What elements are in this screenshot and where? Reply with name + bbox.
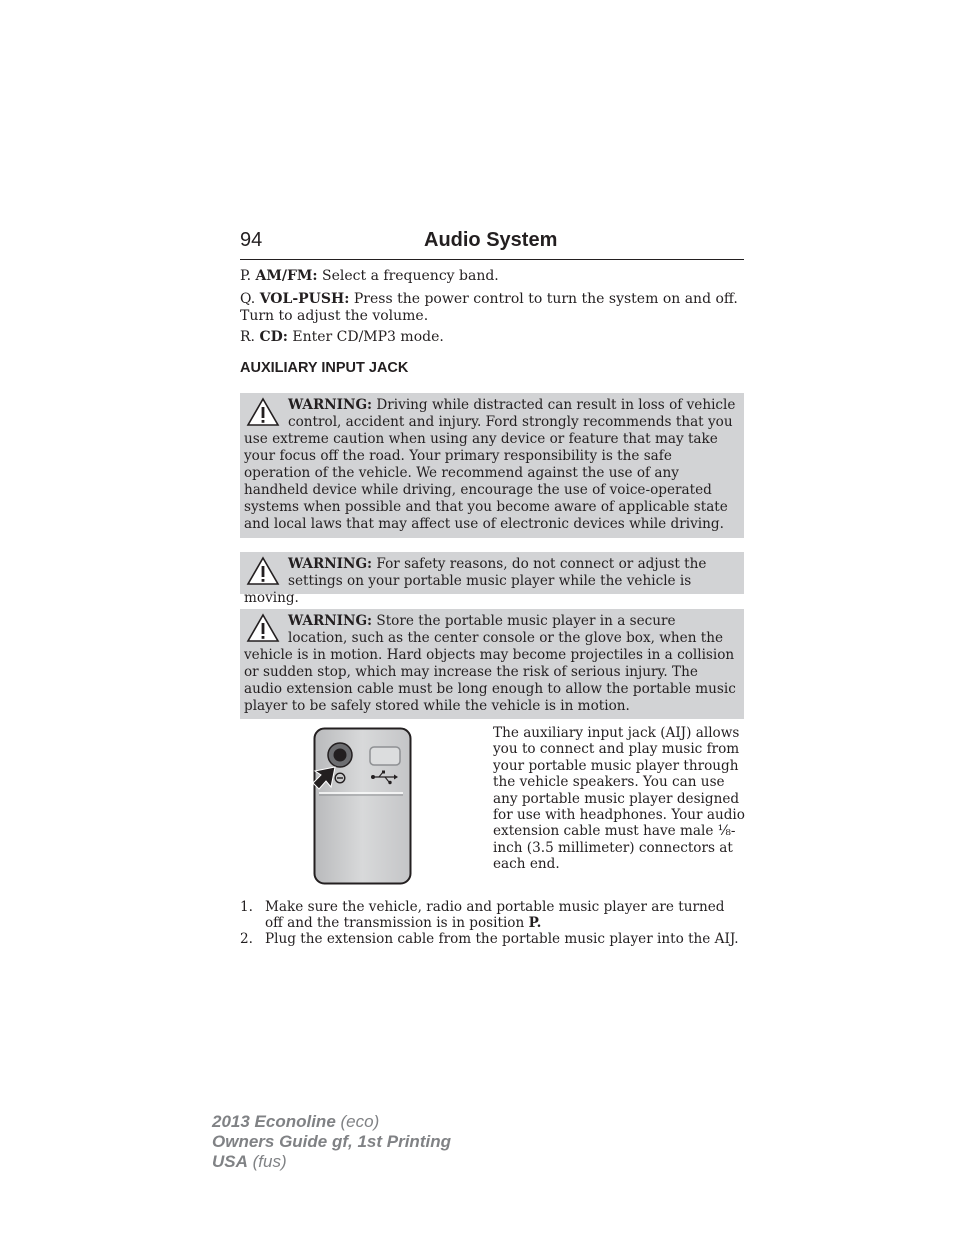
step-1: 1. Make sure the vehicle, radio and portable music player are turned off and the transmission is in position P. (240, 899, 725, 931)
step-2: 2. Plug the extension cable from the portable music player into the AIJ. (240, 931, 739, 947)
section-title: AUXILIARY INPUT JACK (240, 360, 409, 376)
warning-label: WARNING: (288, 397, 373, 413)
item-r: R. CD: Enter CD/MP3 mode. (240, 329, 444, 345)
warning-text: Driving while distracted can result in loss of vehicle control, accident and injury. Ford strongly recommends that you use extreme caution when using any device or feature that may take your focus off the road. Your primary responsibility is the safe operation of the vehicle. We recommend against the use of any handheld device while driving, encourage the use of voice-operated systems when possible and that you become aware of applicable state and local laws that may affect use of electronic devices while driving. (244, 397, 736, 532)
page-title: Audio System (424, 229, 558, 251)
warning-box-1 (240, 393, 744, 538)
warning-box-2 (240, 552, 744, 606)
warning-text: Store the portable music player in a secure location, such as the center console or the glove box, when the vehicle is in motion. Hard objects may become projectiles in a collision or sudden stop, which may increase the risk of serious injury. The audio extension cable must be long enough to allow the portable music player to be safely stored while the vehicle is in motion. (244, 613, 736, 714)
item-p: P. AM/FM: Select a frequency band. (240, 268, 499, 284)
warning-text: For safety reasons, do not connect or adjust the settings on your portable music player while the vehicle is moving. (244, 556, 707, 606)
warning-box-3 (240, 609, 744, 719)
footer: 2013 Econoline (eco) Owners Guide gf, 1st Printing USA (fus) (212, 1112, 451, 1171)
aij-description: The auxiliary input jack (AIJ) allows you to connect and play music from your portable music player through the vehicle speakers. You can use any portable music player designed for use with headphones. Your audio extension cable must have male ⅛-inch (3.5 millimeter) connectors at each end. (493, 725, 745, 873)
page-number: 94 (240, 229, 263, 251)
aux-jack-illustration (313, 727, 413, 885)
item-q: Q. VOL-PUSH: Press the power control to turn the system on and off. Turn to adjust the volume. (240, 291, 738, 324)
warning-label: WARNING: (288, 613, 373, 629)
warning-triangle-icon (246, 613, 280, 643)
page-header (240, 229, 744, 260)
warning-triangle-icon (246, 397, 280, 427)
warning-label: WARNING: (288, 556, 373, 572)
warning-triangle-icon (246, 556, 280, 586)
